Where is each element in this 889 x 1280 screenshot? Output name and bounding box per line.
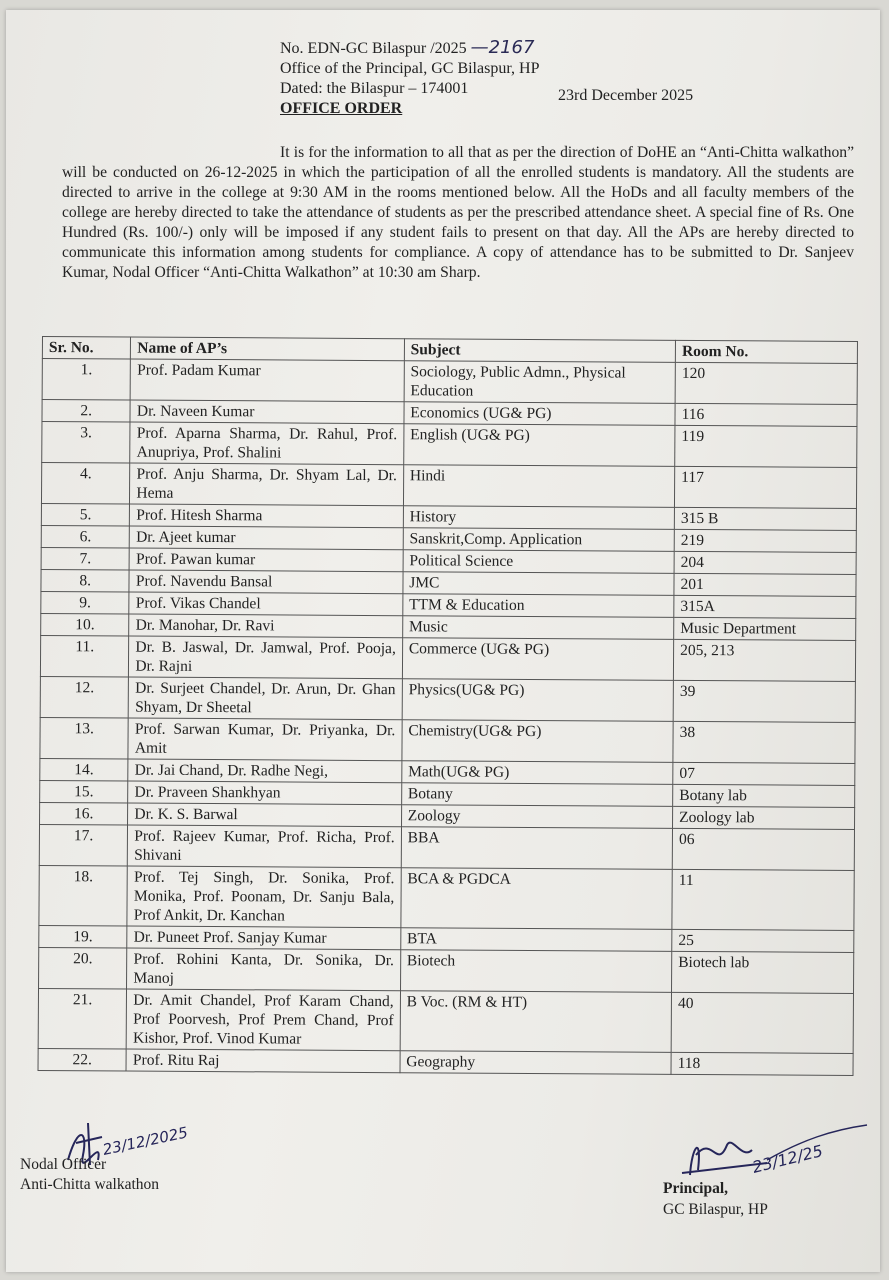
handwritten-reference-number: —2167 xyxy=(470,37,535,58)
table-row xyxy=(41,463,856,509)
cell-room-no: 40 xyxy=(671,992,853,1053)
cell-room-no: 11 xyxy=(672,869,854,930)
cell-subject: Biotech xyxy=(400,950,672,993)
cell-subject: Geography xyxy=(400,1051,671,1075)
office-line: Office of the Principal, GC Bilaspur, HP xyxy=(280,60,540,77)
cell-subject: Sociology, Public Admn., Physical Education xyxy=(404,361,676,404)
principal-subtitle: GC Bilaspur, HP xyxy=(663,1201,768,1218)
table-row xyxy=(40,717,855,763)
cell-room-no: 205, 213 xyxy=(673,639,855,681)
cell-subject: Commerce (UG& PG) xyxy=(402,638,674,681)
cell-room-no: 315A xyxy=(674,595,856,618)
cell-ap-names: Prof. Hitesh Sharma xyxy=(130,504,404,528)
cell-room-no: 120 xyxy=(675,362,857,404)
cell-sr-no: 18. xyxy=(39,865,128,926)
cell-subject: B Voc. (RM & HT) xyxy=(400,991,672,1053)
table-row xyxy=(38,1048,853,1075)
cell-sr-no: 22. xyxy=(38,1048,126,1071)
cell-room-no: Zoology lab xyxy=(673,806,855,829)
cell-subject: Hindi xyxy=(403,465,675,508)
cell-sr-no: 11. xyxy=(40,635,129,677)
table-row xyxy=(40,676,855,722)
table-row xyxy=(38,988,853,1053)
table-row xyxy=(39,865,854,930)
cell-ap-names: Dr. Manohar, Dr. Ravi xyxy=(129,614,403,638)
cell-sr-no: 15. xyxy=(40,780,128,803)
cell-ap-names: Prof. Navendu Bansal xyxy=(129,570,403,594)
order-date: 23rd December 2025 xyxy=(558,87,694,104)
table-row xyxy=(42,422,857,468)
cell-sr-no: 14. xyxy=(40,758,128,781)
cell-sr-no: 17. xyxy=(39,824,128,866)
cell-room-no: 201 xyxy=(674,573,856,596)
cell-subject: Math(UG& PG) xyxy=(402,761,673,785)
cell-subject: History xyxy=(403,506,674,530)
header-sr-no: Sr. No. xyxy=(42,337,130,360)
cell-ap-names: Prof. Ritu Raj xyxy=(126,1049,400,1073)
cell-subject: Music xyxy=(402,616,673,640)
cell-ap-names: Dr. Puneet Prof. Sanjay Kumar xyxy=(127,926,401,950)
principal-block xyxy=(663,1178,768,1220)
table-row xyxy=(42,359,857,405)
nodal-officer-subtitle: Anti-Chitta walkathon xyxy=(20,1176,160,1193)
cell-room-no: 204 xyxy=(674,551,856,574)
table-row xyxy=(40,635,855,681)
cell-ap-names: Prof. Aparna Sharma, Dr. Rahul, Prof. Anupriya, Prof. Shalini xyxy=(130,422,404,465)
table-row xyxy=(39,947,854,993)
cell-room-no: 117 xyxy=(675,466,857,508)
cell-room-no: Botany lab xyxy=(673,784,855,807)
cell-subject: English (UG& PG) xyxy=(403,424,675,467)
cell-sr-no: 9. xyxy=(41,591,129,614)
cell-ap-names: Dr. B. Jaswal, Dr. Jamwal, Prof. Pooja, Dr. Rajni xyxy=(129,636,403,679)
cell-sr-no: 4. xyxy=(41,463,130,505)
cell-subject: Physics(UG& PG) xyxy=(402,679,674,722)
cell-ap-names: Prof. Rohini Kanta, Dr. Sonika, Dr. Manoj xyxy=(127,948,401,991)
cell-subject: Economics (UG& PG) xyxy=(404,402,675,426)
cell-subject: Chemistry(UG& PG) xyxy=(402,720,674,763)
cell-subject: Political Science xyxy=(403,550,674,574)
cell-subject: Botany xyxy=(401,783,672,807)
cell-subject: Sanskrit,Comp. Application xyxy=(403,528,674,552)
cell-sr-no: 6. xyxy=(41,525,129,548)
cell-ap-names: Dr. Ajeet kumar xyxy=(130,526,404,550)
cell-ap-names: Dr. K. S. Barwal xyxy=(128,803,402,827)
cell-sr-no: 2. xyxy=(42,400,130,423)
cell-room-no: 119 xyxy=(675,425,857,467)
cell-subject: TTM & Education xyxy=(403,594,674,618)
cell-room-no: 118 xyxy=(671,1052,853,1075)
header-room: Room No. xyxy=(675,340,857,363)
room-allocation-table xyxy=(38,336,858,1076)
cell-room-no: 07 xyxy=(673,762,855,785)
cell-ap-names: Dr. Amit Chandel, Prof Karam Chand, Prof Poorvesh, Prof Prem Chand, Prof Kishor, Prof. Vinod Kumar xyxy=(127,989,401,1051)
cell-sr-no: 19. xyxy=(39,925,127,948)
cell-ap-names: Dr. Jai Chand, Dr. Radhe Negi, xyxy=(128,759,402,783)
cell-ap-names: Prof. Padam Kumar xyxy=(130,359,404,402)
cell-ap-names: Prof. Vikas Chandel xyxy=(129,592,403,616)
cell-sr-no: 8. xyxy=(41,569,129,592)
cell-sr-no: 5. xyxy=(41,503,129,526)
header-name: Name of AP’s xyxy=(131,337,405,361)
cell-room-no: 39 xyxy=(673,680,855,722)
principal-sign-date: 23/12/25 xyxy=(750,1141,825,1177)
letter-header xyxy=(280,37,694,119)
cell-sr-no: 12. xyxy=(40,676,129,718)
cell-sr-no: 3. xyxy=(42,422,131,464)
nodal-officer-sign-date: 23/12/2025 xyxy=(101,1123,190,1159)
cell-subject: BTA xyxy=(401,928,672,952)
cell-ap-names: Prof. Anju Sharma, Dr. Shyam Lal, Dr. Hema xyxy=(130,463,404,506)
cell-subject: BBA xyxy=(401,827,673,870)
cell-ap-names: Prof. Pawan kumar xyxy=(129,548,403,572)
cell-ap-names: Dr. Praveen Shankhyan xyxy=(128,781,402,805)
dated-line: Dated: the Bilaspur – 174001 xyxy=(280,80,469,97)
cell-ap-names: Prof. Sarwan Kumar, Dr. Priyanka, Dr. Amit xyxy=(128,718,402,761)
cell-ap-names: Dr. Naveen Kumar xyxy=(130,400,404,424)
cell-ap-names: Prof. Tej Singh, Dr. Sonika, Prof. Monika, Prof. Poonam, Dr. Sanju Bala, Prof Ankit, Dr. Kanchan xyxy=(127,866,401,928)
cell-sr-no: 13. xyxy=(40,717,129,759)
cell-subject: BCA & PGDCA xyxy=(401,868,673,930)
cell-room-no: 219 xyxy=(674,529,856,552)
principal-title: Principal, xyxy=(663,1180,729,1197)
cell-room-no: Biotech lab xyxy=(672,951,854,993)
cell-room-no: 116 xyxy=(675,403,857,426)
order-title: OFFICE ORDER xyxy=(280,100,403,117)
table-row xyxy=(39,824,854,870)
cell-room-no: 06 xyxy=(672,828,854,870)
cell-subject: JMC xyxy=(403,572,674,596)
cell-room-no: 25 xyxy=(672,929,854,952)
cell-room-no: 315 B xyxy=(674,507,856,530)
cell-room-no: 38 xyxy=(673,721,855,763)
cell-ap-names: Dr. Surjeet Chandel, Dr. Arun, Dr. Ghan Shyam, Dr Sheetal xyxy=(129,677,403,720)
nodal-officer-title: Nodal Officer xyxy=(20,1156,107,1173)
cell-sr-no: 10. xyxy=(41,613,129,636)
cell-sr-no: 7. xyxy=(41,547,129,570)
header-subject: Subject xyxy=(404,339,675,363)
cell-room-no: Music Department xyxy=(674,617,856,640)
cell-sr-no: 16. xyxy=(40,802,128,825)
nodal-officer-block xyxy=(20,1155,159,1195)
cell-sr-no: 1. xyxy=(42,359,131,401)
order-body-text: It is for the information to all that as per the direction of DoHE an “Anti-Chitta walkathon” will be conducted on 26-12-2025 in which the participation of all the enrolled students is mandatory. All the students are directed to arrive in the college at 9:30 AM in the rooms mentioned below. All the HoDs and all faculty members of the college are hereby directed to take the attendance of students as per the prescribed attendance sheet. A special fine of Rs. One Hundred (Rs. 100/-) only will be imposed if any student fails to present on that day. All the APs are hereby directed to communicate this information among students for compliance. A copy of attendance has to be submitted to Dr. Sanjeev Kumar, Nodal Officer “Anti-Chitta Walkathon” at 10:30 am Sharp. xyxy=(62,144,854,281)
cell-sr-no: 20. xyxy=(39,947,128,989)
cell-subject: Zoology xyxy=(401,805,672,829)
cell-sr-no: 21. xyxy=(38,988,127,1049)
reference-number: No. EDN-GC Bilaspur /2025 xyxy=(280,40,467,57)
cell-ap-names: Prof. Rajeev Kumar, Prof. Richa, Prof. Shivani xyxy=(128,825,402,868)
